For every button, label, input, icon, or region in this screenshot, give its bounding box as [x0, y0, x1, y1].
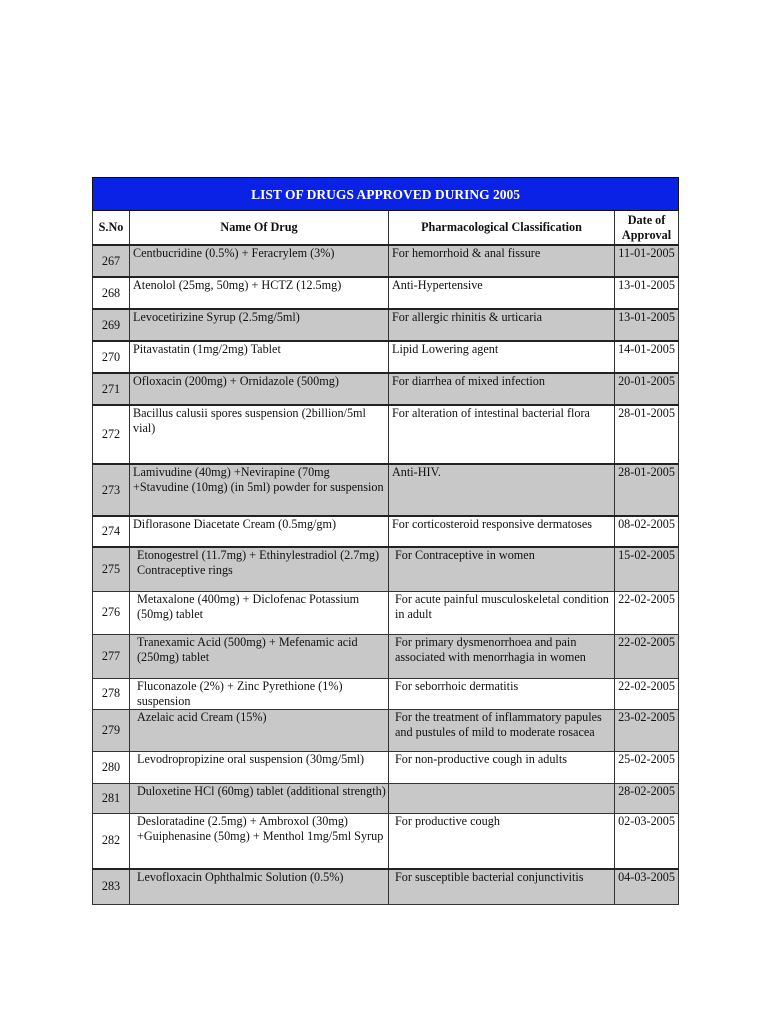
table-row	[93, 813, 679, 869]
row-date: 28-01-2005	[615, 464, 679, 516]
row-date: 14-01-2005	[615, 341, 679, 373]
row-sno: 270	[93, 341, 130, 373]
table-row	[93, 277, 679, 309]
row-classification: For the treatment of inflammatory papules and pustules of mild to moderate rosacea	[389, 709, 615, 751]
row-classification: For seborrhoic dermatitis	[389, 678, 615, 709]
row-date: 22-02-2005	[615, 634, 679, 678]
row-name: Atenolol (25mg, 50mg) + HCTZ (12.5mg)	[130, 277, 389, 309]
row-classification: For susceptible bacterial conjunctivitis	[389, 869, 615, 904]
row-classification: For alteration of intestinal bacterial flora	[389, 405, 615, 464]
row-sno: 275	[93, 547, 130, 591]
table-title: LIST OF DRUGS APPROVED DURING 2005	[93, 178, 679, 211]
table-row	[93, 373, 679, 405]
row-date: 04-03-2005	[615, 869, 679, 904]
row-date: 02-03-2005	[615, 813, 679, 869]
row-date: 15-02-2005	[615, 547, 679, 591]
table-row	[93, 405, 679, 464]
table-row	[93, 634, 679, 678]
row-name: Lamivudine (40mg) +Nevirapine (70mg +Stavudine (10mg) (in 5ml) powder for suspension	[130, 464, 389, 516]
row-name: Etonogestrel (11.7mg) + Ethinylestradiol (2.7mg) Contraceptive rings	[130, 547, 389, 591]
row-name: Levofloxacin Ophthalmic Solution (0.5%)	[130, 869, 389, 904]
row-name: Diflorasone Diacetate Cream (0.5mg/gm)	[130, 516, 389, 547]
row-classification	[389, 783, 615, 813]
row-date: 22-02-2005	[615, 591, 679, 634]
row-sno: 268	[93, 277, 130, 309]
row-classification: Anti-Hypertensive	[389, 277, 615, 309]
row-classification: For Contraceptive in women	[389, 547, 615, 591]
row-classification: For hemorrhoid & anal fissure	[389, 245, 615, 277]
row-name: Metaxalone (400mg) + Diclofenac Potassium (50mg) tablet	[130, 591, 389, 634]
row-name: Centbucridine (0.5%) + Feracrylem (3%)	[130, 245, 389, 277]
row-classification: Anti-HIV.	[389, 464, 615, 516]
row-sno: 272	[93, 405, 130, 464]
row-sno: 277	[93, 634, 130, 678]
row-name: Ofloxacin (200mg) + Ornidazole (500mg)	[130, 373, 389, 405]
row-sno: 273	[93, 464, 130, 516]
row-classification: Lipid Lowering agent	[389, 341, 615, 373]
row-sno: 271	[93, 373, 130, 405]
row-sno: 267	[93, 245, 130, 277]
row-classification: For allergic rhinitis & urticaria	[389, 309, 615, 341]
row-name: Desloratadine (2.5mg) + Ambroxol (30mg) +Guiphenasine (50mg) + Menthol 1mg/5ml Syrup	[130, 813, 389, 869]
row-date: 28-02-2005	[615, 783, 679, 813]
row-sno: 274	[93, 516, 130, 547]
row-classification: For primary dysmenorrhoea and pain associated with menorrhagia in women	[389, 634, 615, 678]
row-date: 25-02-2005	[615, 751, 679, 783]
row-classification: For non-productive cough in adults	[389, 751, 615, 783]
table-row	[93, 341, 679, 373]
row-name: Azelaic acid Cream (15%)	[130, 709, 389, 751]
row-classification: For corticosteroid responsive dermatoses	[389, 516, 615, 547]
table-row	[93, 869, 679, 904]
row-sno: 283	[93, 869, 130, 904]
table-row	[93, 591, 679, 634]
table-row	[93, 464, 679, 516]
drugs-table	[92, 177, 679, 905]
row-classification: For productive cough	[389, 813, 615, 869]
row-name: Tranexamic Acid (500mg) + Mefenamic acid (250mg) tablet	[130, 634, 389, 678]
header-date: Date of Approval	[615, 211, 679, 246]
table-row	[93, 309, 679, 341]
row-sno: 278	[93, 678, 130, 709]
row-name: Duloxetine HCl (60mg) tablet (additional strength)	[130, 783, 389, 813]
row-classification: For diarrhea of mixed infection	[389, 373, 615, 405]
row-sno: 281	[93, 783, 130, 813]
table-row	[93, 751, 679, 783]
row-sno: 280	[93, 751, 130, 783]
row-sno: 276	[93, 591, 130, 634]
title-row	[93, 178, 679, 211]
row-date: 23-02-2005	[615, 709, 679, 751]
row-date: 22-02-2005	[615, 678, 679, 709]
row-name: Levocetirizine Syrup (2.5mg/5ml)	[130, 309, 389, 341]
table-row	[93, 678, 679, 709]
row-date: 13-01-2005	[615, 277, 679, 309]
row-classification: For acute painful musculoskeletal condition in adult	[389, 591, 615, 634]
header-row	[93, 211, 679, 246]
row-name: Fluconazole (2%) + Zinc Pyrethione (1%) suspension	[130, 678, 389, 709]
row-date: 13-01-2005	[615, 309, 679, 341]
table-row	[93, 709, 679, 751]
table-row	[93, 245, 679, 277]
header-name: Name Of Drug	[130, 211, 389, 246]
table-row	[93, 547, 679, 591]
header-sno: S.No	[93, 211, 130, 246]
row-name: Bacillus calusii spores suspension (2billion/5ml vial)	[130, 405, 389, 464]
row-date: 11-01-2005	[615, 245, 679, 277]
row-sno: 282	[93, 813, 130, 869]
row-name: Pitavastatin (1mg/2mg) Tablet	[130, 341, 389, 373]
row-date: 08-02-2005	[615, 516, 679, 547]
row-date: 28-01-2005	[615, 405, 679, 464]
header-classification: Pharmacological Classification	[389, 211, 615, 246]
row-name: Levodropropizine oral suspension (30mg/5ml)	[130, 751, 389, 783]
row-sno: 279	[93, 709, 130, 751]
table-row	[93, 516, 679, 547]
row-sno: 269	[93, 309, 130, 341]
table-row	[93, 783, 679, 813]
row-date: 20-01-2005	[615, 373, 679, 405]
